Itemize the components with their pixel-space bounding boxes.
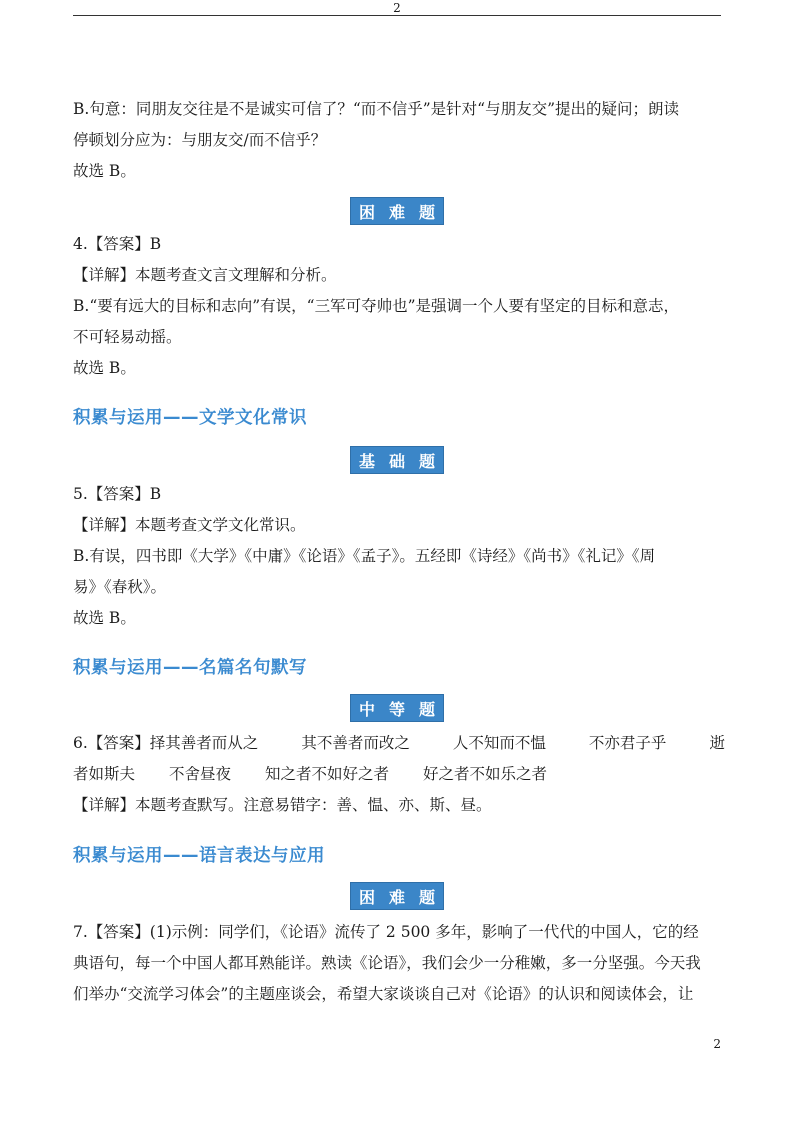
answer-phrase: 其不善者而改之 bbox=[301, 734, 410, 752]
badge-char: 基 bbox=[358, 451, 375, 471]
answer-phrase: 不亦君子乎 bbox=[588, 734, 667, 752]
badge-char: 题 bbox=[419, 887, 436, 907]
answer-row bbox=[73, 728, 725, 759]
detail-line: 【详解】本题考查文言文理解和分析。 bbox=[73, 266, 337, 284]
item-7 bbox=[73, 917, 725, 1010]
text-line: B.句意：同朋友交往是不是诚实可信了？“而不信乎”是针对“与朋友交”提出的疑问；朗读 bbox=[73, 100, 680, 118]
answer-phrase: 好之者不如乐之者 bbox=[423, 765, 548, 783]
item-5 bbox=[73, 479, 725, 634]
item-4 bbox=[73, 229, 725, 384]
text-line: B.“要有远大的目标和志向”有误，“三军可夺帅也”是强调一个人要有坚定的目标和意志， bbox=[73, 297, 680, 315]
text-line: 故选 B。 bbox=[73, 359, 136, 377]
badge-char: 等 bbox=[388, 699, 405, 719]
section-heading-recitation: 积累与运用——名篇名句默写 bbox=[73, 658, 307, 678]
answer-phrase: 人不知而不愠 bbox=[452, 734, 546, 752]
text-line: 故选 B。 bbox=[73, 162, 136, 180]
difficulty-badge-hard bbox=[0, 197, 794, 223]
text-line: 们举办“交流学习体会”的主题座谈会，希望大家谈谈自己对《论语》的认识和阅读体会，让 bbox=[73, 985, 694, 1003]
badge-char: 题 bbox=[419, 202, 436, 222]
section-heading-literary-culture: 积累与运用——文学文化常识 bbox=[73, 408, 307, 428]
header-divider bbox=[73, 15, 721, 16]
answer-row bbox=[73, 759, 725, 790]
text-line: 易》《春秋》。 bbox=[73, 578, 167, 596]
badge-char: 题 bbox=[419, 699, 436, 719]
answer-line: 5.【答案】B bbox=[73, 485, 162, 503]
text-line: 7.【答案】(1)示例：同学们，《论语》流传了 2 500 多年，影响了一代代的中国人，它的经 bbox=[73, 923, 699, 941]
answer-phrase: 知之者不如好之者 bbox=[265, 765, 390, 783]
text-line: 典语句，每一个中国人都耳熟能详。熟读《论语》，我们会少一分稚嫩，多一分坚强。今天我 bbox=[73, 954, 701, 972]
difficulty-badge-basic bbox=[0, 446, 794, 472]
difficulty-badge-hard bbox=[0, 882, 794, 908]
answer-phrase: 者如斯夫 bbox=[73, 765, 136, 783]
badge-char: 困 bbox=[358, 887, 375, 907]
text-line: 停顿划分应为：与朋友交/而不信乎？ bbox=[73, 131, 327, 149]
answer-phrase: 逝 bbox=[709, 734, 725, 752]
badge-char: 难 bbox=[388, 887, 405, 907]
text-line: B.有误，四书即《大学》《中庸》《论语》《孟子》。五经即《诗经》《尚书》《礼记》《周 bbox=[73, 547, 656, 565]
difficulty-badge-medium bbox=[0, 694, 794, 720]
item-6 bbox=[73, 728, 725, 821]
header-page-number: 2 bbox=[393, 1, 401, 15]
answer-phrase: 6.【答案】择其善者而从之 bbox=[73, 734, 259, 752]
detail-line: 【详解】本题考查默写。注意易错字：善、愠、亦、斯、昼。 bbox=[73, 796, 492, 814]
footer-page-number: 2 bbox=[713, 1037, 721, 1051]
badge-char: 题 bbox=[419, 451, 436, 471]
badge-char: 难 bbox=[388, 202, 405, 222]
badge-char: 础 bbox=[388, 451, 405, 471]
item-3-explanation bbox=[73, 94, 725, 187]
badge-char: 困 bbox=[358, 202, 375, 222]
detail-line: 【详解】本题考查文学文化常识。 bbox=[73, 516, 306, 534]
section-heading-language-expression: 积累与运用——语言表达与应用 bbox=[73, 846, 325, 866]
text-line: 故选 B。 bbox=[73, 609, 136, 627]
answer-line: 4.【答案】B bbox=[73, 235, 162, 253]
text-line: 不可轻易动摇。 bbox=[73, 328, 182, 346]
answer-phrase: 不舍昼夜 bbox=[169, 765, 232, 783]
badge-char: 中 bbox=[358, 699, 375, 719]
